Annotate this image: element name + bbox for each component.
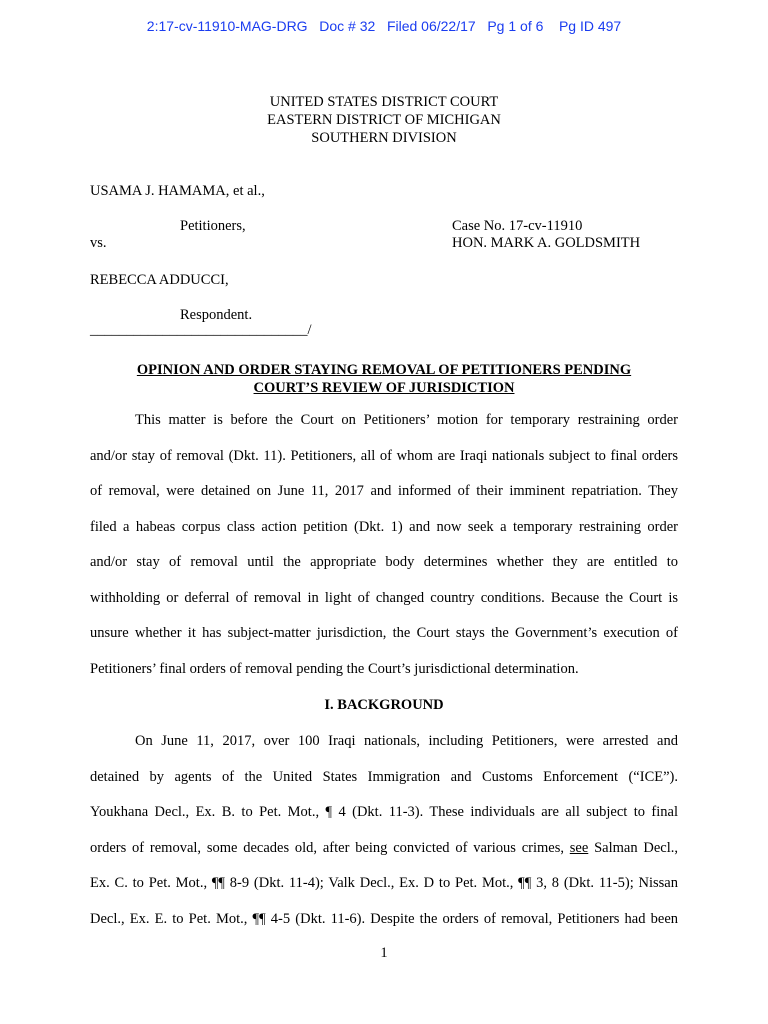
- paragraph-line: and/or stay of removal until the appropriate body determines whether they are entitled to: [90, 554, 678, 570]
- court-heading: [0, 93, 768, 147]
- petitioners-label: Petitioners,: [180, 218, 246, 234]
- see-signal: see: [569, 839, 589, 856]
- paragraph-line: Ex. C. to Pet. Mot., ¶¶ 8-9 (Dkt. 11-4); Valk Decl., Ex. D to Pet. Mot., ¶¶ 3, 8 (Dkt. 11-5); Nissan: [90, 875, 678, 891]
- opinion-title-line: OPINION AND ORDER STAYING REMOVAL OF PETITIONERS PENDING: [136, 362, 632, 378]
- paragraph-line: On June 11, 2017, over 100 Iraqi nationals, including Petitioners, were arrested and: [135, 733, 678, 749]
- caption-signature-line: ______________________________/: [90, 322, 312, 338]
- paragraph-line: This matter is before the Court on Petitioners’ motion for temporary restraining order: [135, 412, 678, 428]
- paragraph-line: of removal, were detained on June 11, 2017 and informed of their imminent repatriation. They: [90, 483, 678, 499]
- line-text: orders of removal, some decades old, after being convicted of various crimes,: [90, 839, 570, 856]
- paragraph-line: and/or stay of removal (Dkt. 11). Petitioners, all of whom are Iraqi nationals subject to final orders: [90, 447, 678, 464]
- case-number: Case No. 17-cv-11910: [452, 218, 583, 234]
- paragraph-line: detained by agents of the United States Immigration and Customs Enforcement (“ICE”).: [90, 768, 678, 785]
- versus-label: vs.: [90, 235, 107, 251]
- paragraph-line: Decl., Ex. E. to Pet. Mot., ¶¶ 4-5 (Dkt. 11-6). Despite the orders of removal, Petitioners had been: [90, 910, 678, 927]
- section-heading: I. BACKGROUND: [324, 697, 444, 713]
- intro-paragraph: [90, 403, 678, 687]
- opinion-title-line: COURT’S REVIEW OF JURISDICTION: [253, 380, 515, 396]
- respondent-name: REBECCA ADDUCCI,: [90, 272, 229, 288]
- court-district: EASTERN DISTRICT OF MICHIGAN: [267, 112, 501, 128]
- ecf-header-stamp: 2:17-cv-11910-MAG-DRG Doc # 32 Filed 06/22/17 Pg 1 of 6 Pg ID 497: [146, 18, 622, 34]
- court-division: SOUTHERN DIVISION: [311, 130, 457, 146]
- paragraph-line: withholding or deferral of removal in light of changed country conditions. Because the Court is: [90, 589, 678, 606]
- opinion-title: [90, 361, 678, 397]
- paragraph-line: unsure whether it has subject-matter jurisdiction, the Court stays the Government’s execution of: [90, 625, 678, 641]
- page-number: 1: [380, 945, 388, 961]
- paragraph-line: Youkhana Decl., Ex. B. to Pet. Mot., ¶ 4 (Dkt. 11-3). These individuals are all subject to final: [90, 804, 678, 820]
- background-paragraph: [90, 724, 678, 937]
- judge-name: HON. MARK A. GOLDSMITH: [452, 235, 641, 251]
- paragraph-line: [90, 831, 678, 867]
- paragraph-line: filed a habeas corpus class action petition (Dkt. 1) and now seek a temporary restraining order: [90, 518, 678, 535]
- court-name: UNITED STATES DISTRICT COURT: [269, 94, 499, 110]
- respondent-label: Respondent.: [180, 307, 253, 323]
- line-text: Salman Decl.,: [588, 839, 678, 856]
- paragraph-line: Petitioners’ final orders of removal pending the Court’s jurisdictional determination.: [90, 660, 579, 677]
- petitioner-name: USAMA J. HAMAMA, et al.,: [90, 183, 265, 199]
